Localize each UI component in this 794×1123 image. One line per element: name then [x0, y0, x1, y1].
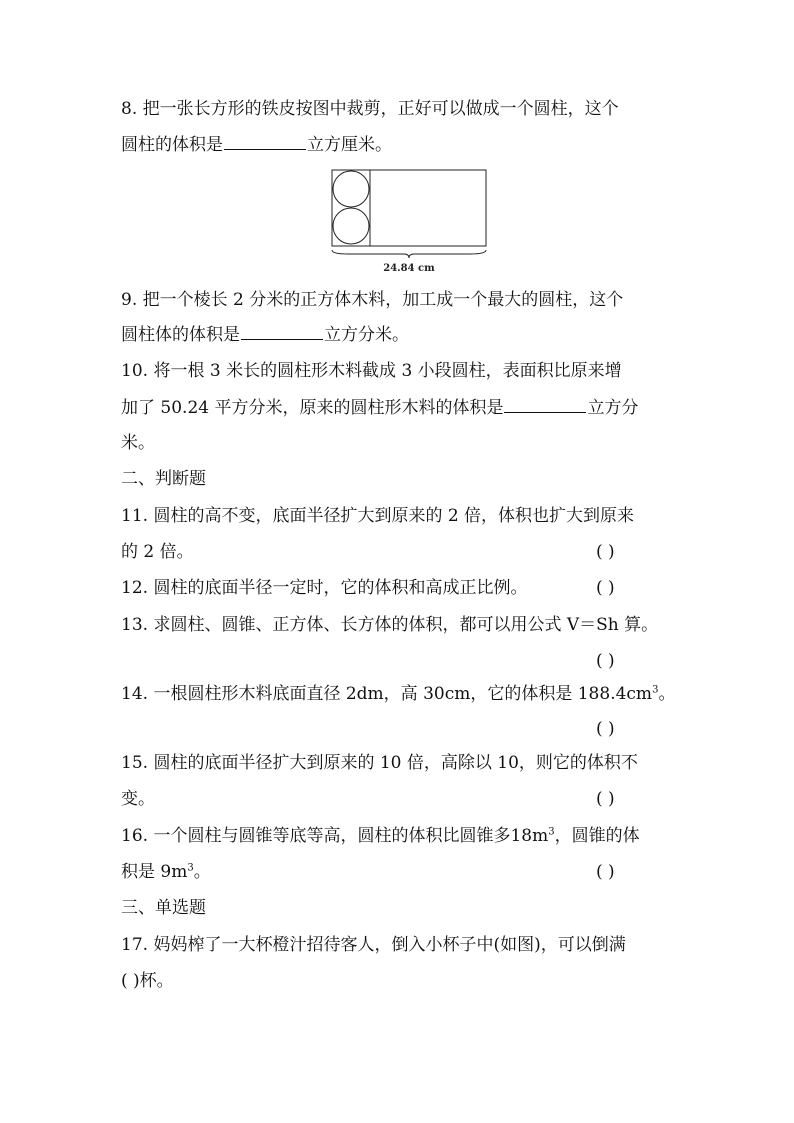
q10-line2-pre: 加了 50.24 平方分米，原来的圆柱形木料的体积是 [121, 398, 504, 418]
q13-line1: 13. 求圆柱、圆锥、正方体、长方体的体积，都可以用公式 V＝Sh 算。 [121, 615, 659, 635]
q8-line2-post: 立方厘米。 [307, 135, 392, 155]
q8-line2 [121, 133, 392, 156]
base-circle-top [333, 171, 369, 207]
section2-title: 二、判断题 [121, 469, 206, 489]
q16-answer-paren[interactable]: ( ) [596, 862, 615, 882]
q17-line1: 17. 妈妈榨了一大杯橙汁招待客人，倒入小杯子中(如图)，可以倒满 [121, 935, 626, 955]
q16-line2-post: 。 [193, 862, 211, 882]
q12-answer-paren[interactable]: ( ) [596, 578, 615, 598]
q16-line1-pre: 16. 一个圆柱与圆锥等底等高，圆柱的体积比圆锥多18m [121, 826, 549, 846]
q15-answer-paren[interactable]: ( ) [596, 789, 615, 809]
q8-line2-pre: 圆柱的体积是 [121, 135, 223, 155]
q14-sup: 3 [652, 684, 659, 696]
q14-line1-post: 。 [658, 684, 676, 704]
q13-answer-paren[interactable]: ( ) [596, 651, 615, 671]
q16-line2-sup: 3 [187, 862, 194, 874]
q11-line1: 11. 圆柱的高不变，底面半径扩大到原来的 2 倍，体积也扩大到原来 [121, 506, 635, 526]
q9-line2 [121, 323, 409, 346]
q12-line1: 12. 圆柱的底面半径一定时，它的体积和高成正比例。 [121, 578, 528, 598]
q10-line1: 10. 将一根 3 米长的圆柱形木料截成 3 小段圆柱，表面积比原来增 [121, 361, 622, 381]
q8-figure [328, 168, 490, 276]
q15-line1: 15. 圆柱的底面半径扩大到原来的 10 倍，高除以 10，则它的体积不 [121, 753, 638, 773]
q16-line1-post: ，圆锥的体 [554, 826, 640, 846]
q15-line2: 变。 [121, 789, 155, 809]
q14-line1 [121, 683, 675, 705]
q9-line2-post: 立方分米。 [324, 325, 409, 345]
q9-line2-pre: 圆柱体的体积是 [121, 325, 240, 345]
q11-line2: 的 2 倍。 [121, 542, 194, 562]
q10-answer-blank[interactable] [504, 396, 586, 413]
q10-line3: 米。 [121, 433, 155, 453]
q9-answer-blank[interactable] [241, 323, 323, 340]
length-brace [332, 250, 486, 258]
base-circle-bottom [333, 208, 369, 244]
length-label: 24.84 cm [383, 263, 435, 274]
q8-line1: 8. 把一张长方形的铁皮按图中裁剪，正好可以做成一个圆柱，这个 [121, 99, 619, 119]
q11-answer-paren[interactable]: ( ) [596, 542, 615, 562]
q14-line1-pre: 14. 一根圆柱形木料底面直径 2dm，高 30cm，它的体积是 188.4cm [121, 684, 653, 704]
q9-line1: 9. 把一个棱长 2 分米的正方体木料，加工成一个最大的圆柱，这个 [121, 290, 624, 310]
q8-answer-blank[interactable] [224, 133, 306, 150]
q10-line2 [121, 396, 638, 419]
q14-answer-paren[interactable]: ( ) [596, 719, 615, 739]
q16-line2 [121, 861, 211, 883]
q10-line2-post: 立方分 [587, 398, 639, 418]
q16-line2-pre: 积是 9m [121, 862, 188, 882]
q16-line1-sup: 3 [548, 826, 555, 838]
q17-line2[interactable]: ( )杯。 [121, 971, 174, 991]
section3-title: 三、单选题 [121, 898, 206, 918]
q16-line1 [121, 825, 640, 847]
